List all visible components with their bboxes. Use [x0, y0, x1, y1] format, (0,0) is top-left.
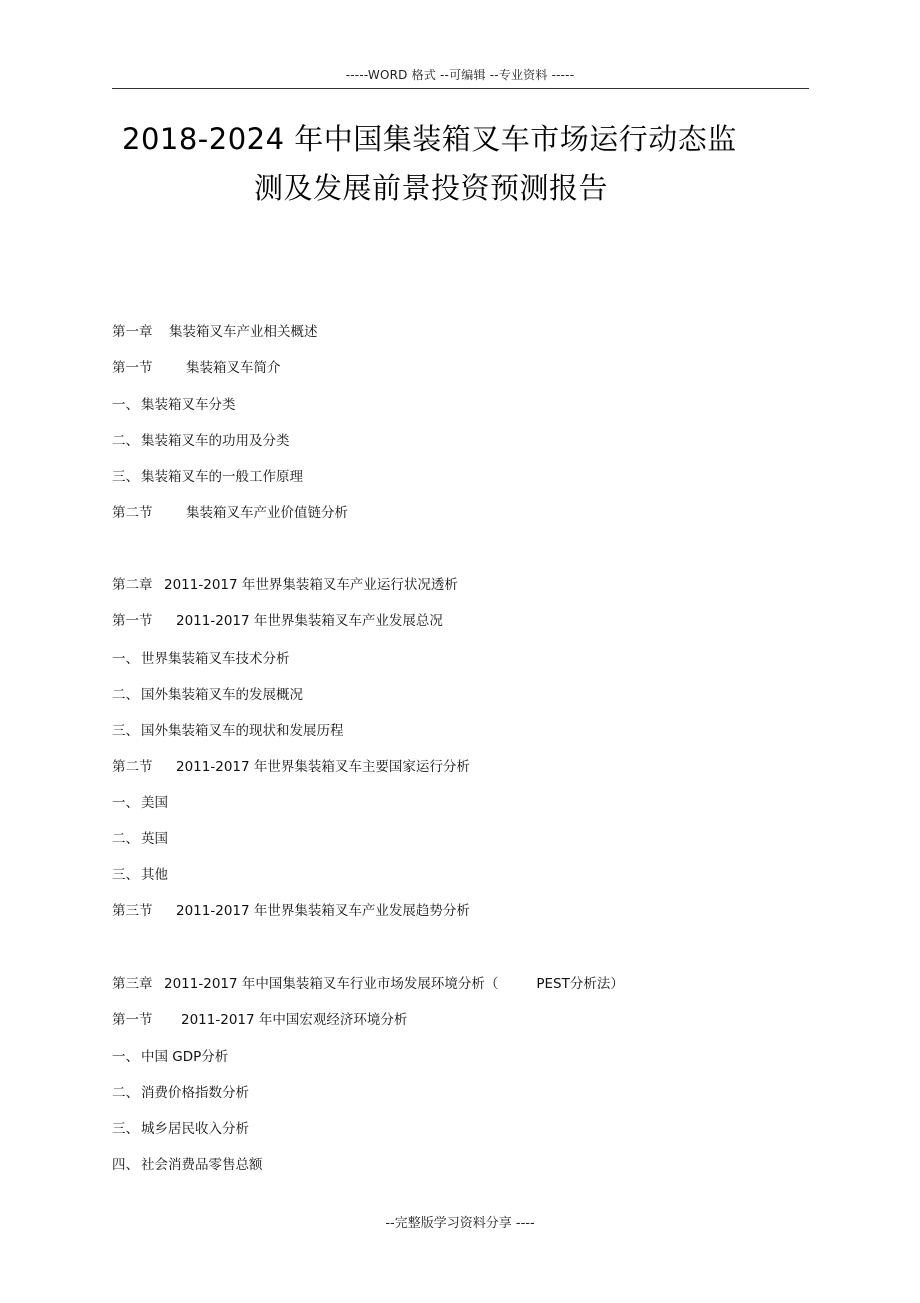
toc-label: 第一章: [112, 324, 153, 340]
toc-item: [112, 899, 470, 919]
toc-item: [112, 1045, 228, 1065]
toc-label: 第三节: [112, 903, 153, 919]
toc-text: 美国: [141, 795, 168, 811]
toc-label: 三、: [112, 723, 139, 739]
toc-label: 第一节: [112, 360, 153, 376]
toc-text: 集装箱叉车产业价值链分析: [186, 505, 348, 521]
toc-text: 社会消费品零售总额: [141, 1157, 263, 1173]
toc-text: 集装箱叉车简介: [186, 360, 281, 376]
toc-label: 二、: [112, 831, 139, 847]
toc-item: [112, 863, 168, 883]
toc-text: 其他: [141, 867, 168, 883]
toc-item: [112, 573, 458, 593]
toc-item: [112, 501, 348, 521]
toc-text: 集装箱叉车的一般工作原理: [141, 469, 303, 485]
toc-item: [112, 356, 281, 376]
toc-item: [112, 827, 168, 847]
toc-label: 一、: [112, 795, 139, 811]
toc-label: 第三章: [112, 976, 153, 992]
toc-text: 2011-2017 年中国宏观经济环境分析: [181, 1012, 408, 1028]
toc-label: 一、: [112, 651, 139, 667]
toc-text: 2011-2017 年世界集装箱叉车主要国家运行分析: [176, 759, 470, 775]
toc-label: 三、: [112, 469, 139, 485]
toc-text: 集装箱叉车产业相关概述: [169, 324, 318, 340]
toc-label: 一、: [112, 397, 139, 413]
header-text: -----WORD 格式 --可编辑 --专业资料 -----: [345, 68, 575, 82]
toc-item: [112, 755, 470, 775]
title-line-2: 测及发展前景投资预测报告: [254, 171, 609, 205]
page-footer: --完整版学习资料分享 ----: [385, 1216, 535, 1231]
toc-text: 世界集装箱叉车技术分析: [141, 651, 290, 667]
toc-item: [112, 719, 344, 739]
toc-label: 二、: [112, 1085, 139, 1101]
toc-label: 第二节: [112, 505, 153, 521]
toc-text-suffix: PEST分析法）: [536, 976, 624, 992]
toc-text: 消费价格指数分析: [141, 1085, 249, 1101]
toc-item: [112, 972, 624, 992]
toc-text: 2011-2017 年世界集装箱叉车产业发展趋势分析: [176, 903, 470, 919]
title-line-1: 2018-2024 年中国集装箱叉车市场运行动态监: [122, 122, 737, 156]
toc-label: 一、: [112, 1049, 139, 1065]
toc-text: 中国 GDP分析: [141, 1049, 229, 1065]
toc-text: 国外集装箱叉车的发展概况: [141, 687, 303, 703]
toc-label: 二、: [112, 433, 139, 449]
toc-label: 三、: [112, 1121, 139, 1137]
toc-label: 第二章: [112, 577, 153, 593]
toc-text: 2011-2017 年世界集装箱叉车产业发展总况: [176, 613, 443, 629]
toc-text: 英国: [141, 831, 168, 847]
toc-item: [112, 647, 290, 667]
toc-item: [112, 1153, 263, 1173]
toc-label: 第二节: [112, 759, 153, 775]
toc-text: 集装箱叉车分类: [141, 397, 236, 413]
toc-text: 城乡居民收入分析: [141, 1121, 249, 1137]
toc-text: 2011-2017 年中国集装箱叉车行业市场发展环境分析（: [164, 976, 499, 992]
toc-item: [112, 393, 236, 413]
toc-item: [112, 1081, 249, 1101]
toc-label: 二、: [112, 687, 139, 703]
toc-label: 第一节: [112, 1012, 153, 1028]
toc-item: [112, 429, 290, 449]
toc-label: 第一节: [112, 613, 153, 629]
toc-label: 四、: [112, 1157, 139, 1173]
toc-item: [112, 465, 303, 485]
toc-item: [112, 1117, 249, 1137]
toc-label: 三、: [112, 867, 139, 883]
toc-text: 国外集装箱叉车的现状和发展历程: [141, 723, 344, 739]
toc-text: 2011-2017 年世界集装箱叉车产业运行状况透析: [164, 577, 458, 593]
toc-item: [112, 791, 168, 811]
toc-item: [112, 683, 303, 703]
toc-item: [112, 320, 318, 340]
toc-text: 集装箱叉车的功用及分类: [141, 433, 290, 449]
header-divider: [112, 88, 809, 89]
toc-item: [112, 609, 443, 629]
toc-item: [112, 1008, 407, 1028]
